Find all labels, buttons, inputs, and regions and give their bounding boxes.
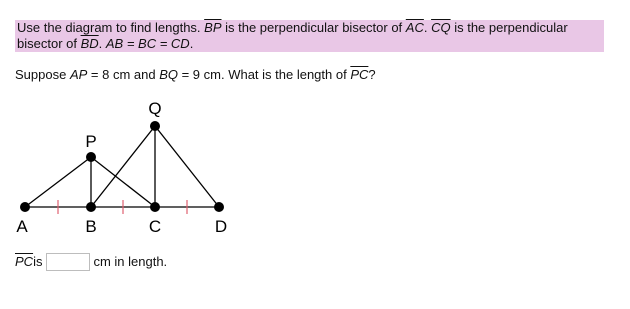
segment-ap-line <box>25 157 91 207</box>
point-q <box>150 121 160 131</box>
label-d: D <box>214 217 228 236</box>
segment-cq: $\overline{CQ}$ <box>431 20 451 35</box>
question-text <box>15 67 376 83</box>
answer-suffix: cm in length. <box>93 254 168 269</box>
segment-qd <box>155 126 219 207</box>
segment-bq: BQ <box>159 67 178 82</box>
label-b: B <box>85 217 97 236</box>
segment-bp: $\overline{BP}$ <box>204 20 222 35</box>
segment-pc: $\overline{PC}$ <box>350 67 369 82</box>
point-c <box>150 202 160 212</box>
question-text-4: ? <box>368 67 376 82</box>
answer-row <box>15 252 167 272</box>
answer-input[interactable] <box>46 253 90 271</box>
label-p: P <box>85 132 97 151</box>
prompt-text-3: . <box>423 20 432 35</box>
prompt-text-1: Use the diagram to find lengths. <box>17 20 205 35</box>
label-c: C <box>148 217 162 236</box>
question-text-3: = 9 cm. What is the length of <box>177 67 351 82</box>
question-text-1: Suppose <box>15 67 70 82</box>
prompt-text-6: . <box>189 36 194 51</box>
prompt-text-5: . <box>98 36 106 51</box>
problem-statement <box>15 20 604 52</box>
question-text-2: = 8 cm and <box>87 67 160 82</box>
prompt-text-4: is the perpendicular bisector of <box>17 20 568 51</box>
point-d <box>214 202 224 212</box>
point-b <box>86 202 96 212</box>
point-a <box>20 202 30 212</box>
segment-bq-line <box>91 126 155 207</box>
segment-bd: $\overline{BD}$ <box>80 36 99 51</box>
label-a: A <box>16 217 28 236</box>
answer-is-label: is <box>33 254 43 269</box>
point-p <box>86 152 96 162</box>
segment-ac: $\overline{AC}$ <box>405 20 424 35</box>
prompt-text-2: is the perpendicular bisector of <box>221 20 406 35</box>
segment-pc-line <box>91 157 155 207</box>
answer-segment-label: $\overline{PC}$ <box>15 254 34 269</box>
equality-statement: AB = BC = CD <box>105 36 190 51</box>
geometry-diagram <box>0 92 260 242</box>
segment-ap: AP <box>69 67 88 82</box>
label-q: Q <box>148 99 162 118</box>
